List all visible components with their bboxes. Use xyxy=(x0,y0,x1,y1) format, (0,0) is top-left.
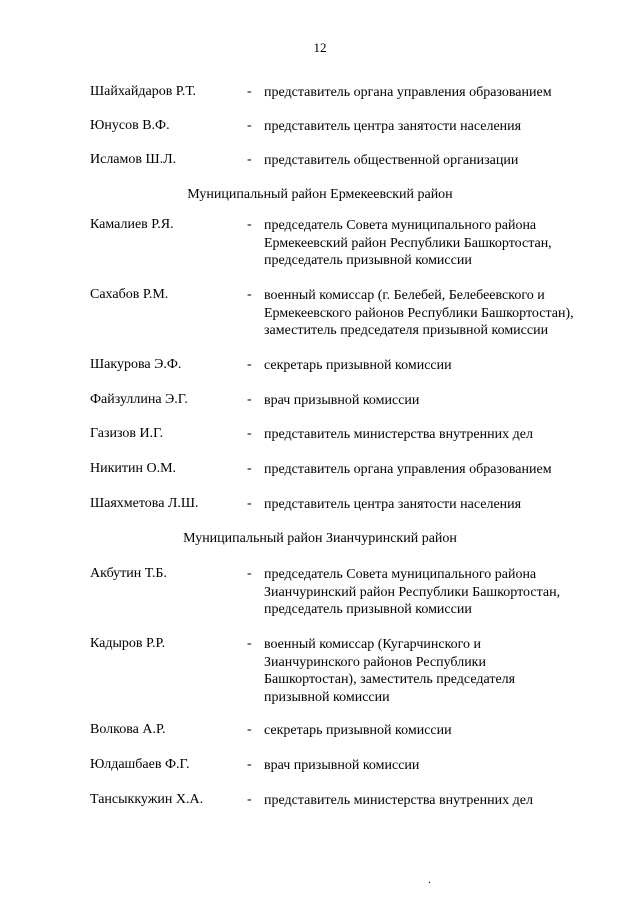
member-name: Юнусов В.Ф. xyxy=(90,118,170,133)
dash-separator: - xyxy=(247,496,252,511)
member-name: Волкова А.Р. xyxy=(90,722,166,737)
dash-separator: - xyxy=(247,392,252,407)
member-name: Акбутин Т.Б. xyxy=(90,566,167,581)
member-role: представитель министерства внутренних дел xyxy=(264,793,533,808)
section-heading: Муниципальный район Зианчуринский район xyxy=(183,531,457,546)
dash-separator: - xyxy=(247,84,252,99)
member-role: представитель центра занятости населения xyxy=(264,119,522,134)
member-name: Сахабов Р.М. xyxy=(90,287,169,302)
member-name: Газизов И.Г. xyxy=(90,426,164,441)
member-role: представитель центра занятости населения xyxy=(264,497,522,512)
dash-separator: - xyxy=(247,757,252,772)
member-name: Юлдашбаев Ф.Г. xyxy=(90,757,190,772)
dash-separator: - xyxy=(247,722,252,737)
dash-separator: - xyxy=(247,636,252,651)
member-role: представитель общественной организации xyxy=(264,153,519,168)
member-role: председатель Совета муниципального района Ермекеевский район Республики Башкортостан, председатель призывной комиссии xyxy=(264,218,552,268)
member-role: врач призывной комиссии xyxy=(264,393,420,408)
member-name: Шакурова Э.Ф. xyxy=(90,357,182,372)
dash-separator: - xyxy=(247,217,252,232)
member-name: Тансыккужин Х.А. xyxy=(90,792,204,807)
member-role: представитель министерства внутренних дел xyxy=(264,427,533,442)
dash-separator: - xyxy=(247,426,252,441)
dash-separator: - xyxy=(247,287,252,302)
member-name: Шаяхметова Л.Ш. xyxy=(90,496,199,511)
member-name: Камалиев Р.Я. xyxy=(90,217,174,232)
dash-separator: - xyxy=(247,566,252,581)
page-number: 12 xyxy=(313,40,327,55)
member-role: врач призывной комиссии xyxy=(264,758,420,773)
member-name: Никитин О.М. xyxy=(90,461,177,476)
member-role: представитель органа управления образованием xyxy=(264,85,552,100)
member-role: секретарь призывной комиссии xyxy=(264,723,452,738)
member-role: председатель Совета муниципального района Зианчуринский район Республики Башкортостан, председатель призывной комиссии xyxy=(264,567,561,617)
member-role: военный комиссар (Кугарчинского и Зианчуринского районов Республики Башкортостан), заместитель председателя призывной комиссии xyxy=(264,637,516,705)
dash-separator: - xyxy=(247,357,252,372)
dash-separator: - xyxy=(247,118,252,133)
member-name: Исламов Ш.Л. xyxy=(90,152,177,167)
dash-separator: - xyxy=(247,461,252,476)
member-role: секретарь призывной комиссии xyxy=(264,358,452,373)
dash-separator: - xyxy=(247,792,252,807)
member-name: Кадыров Р.Р. xyxy=(90,636,166,651)
dash-separator: - xyxy=(247,152,252,167)
member-name: Шайхайдаров Р.Т. xyxy=(90,84,196,99)
footer-mark: . xyxy=(428,872,431,886)
member-name: Файзуллина Э.Г. xyxy=(90,392,188,407)
section-heading: Муниципальный район Ермекеевский район xyxy=(187,187,453,202)
member-role: военный комиссар (г. Белебей, Белебеевского и Ермекеевского районов Республики Башкортостан), заместитель председателя призывной комиссии xyxy=(264,288,574,338)
member-role: представитель органа управления образованием xyxy=(264,462,552,477)
